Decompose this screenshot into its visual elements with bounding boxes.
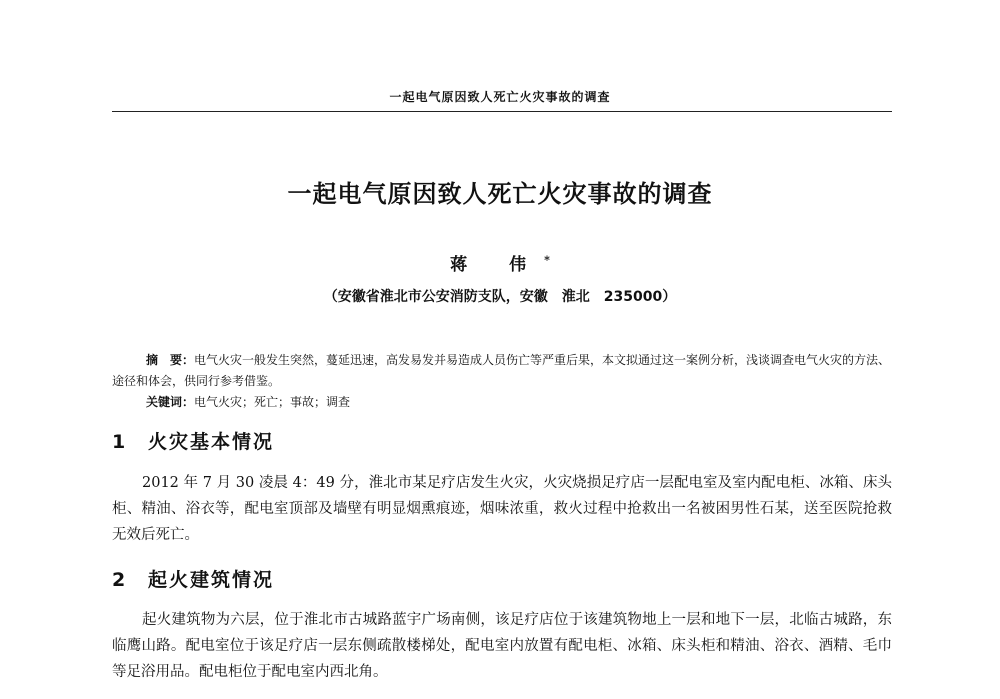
author-name: 蒋 伟: [450, 255, 545, 275]
affiliation: （安徽省淮北市公安消防支队，安徽 淮北 235000）: [323, 289, 677, 305]
section-body-2: 起火建筑物为六层，位于淮北市古城路蓝宇广场南侧，该足疗店位于该建筑物地上一层和地下一层，北临古城路，东临鹰山路。配电室位于该足疗店一层东侧疏散楼梯处，配电室内放置有配电柜、冰箱、床头柜和精油、浴衣、酒精、毛巾等足浴用品。配电柜位于配电室内西北角。: [112, 612, 892, 680]
keywords-text: 电气火灾；死亡；事故；调查: [194, 395, 351, 409]
keywords-line: [112, 392, 892, 413]
section-title: 火灾基本情况: [148, 431, 275, 453]
abstract-paragraph: [112, 350, 892, 392]
author: [0, 250, 1000, 275]
keywords-label: 关键词：: [146, 395, 195, 409]
abstract-text: 电气火灾一般发生突然，蔓延迅速，高发易发并易造成人员伤亡等严重后果，本文拟通过这一案例分析，浅谈调查电气火灾的方法、途径和体会，供同行参考借鉴。: [112, 353, 891, 388]
abstract-block: [112, 350, 892, 413]
abstract-label: 摘 要：: [146, 353, 195, 367]
section-title: 起火建筑情况: [148, 569, 275, 591]
section-number: 1: [112, 431, 126, 453]
running-header: 一起电气原因致人死亡火灾事故的调查: [389, 90, 611, 104]
paper-title: 一起电气原因致人死亡火灾事故的调查: [287, 180, 713, 208]
section-body-1: 2012 年 7 月 30 凌晨 4：49 分，淮北市某足疗店发生火灾，火灾烧损足疗店一层配电室及室内配电柜、冰箱、床头柜、精油、浴衣等，配电室顶部及墙壁有明显烟熏痕迹，烟味浓重，救火过程中抢救出一名被困男性石某，送至医院抢救无效后死亡。: [112, 475, 892, 543]
header-rule: [112, 111, 892, 112]
section-number: 2: [112, 569, 126, 591]
section-heading-2: [112, 565, 892, 592]
author-footnote-mark: *: [544, 253, 550, 267]
section-heading-1: [112, 427, 892, 454]
